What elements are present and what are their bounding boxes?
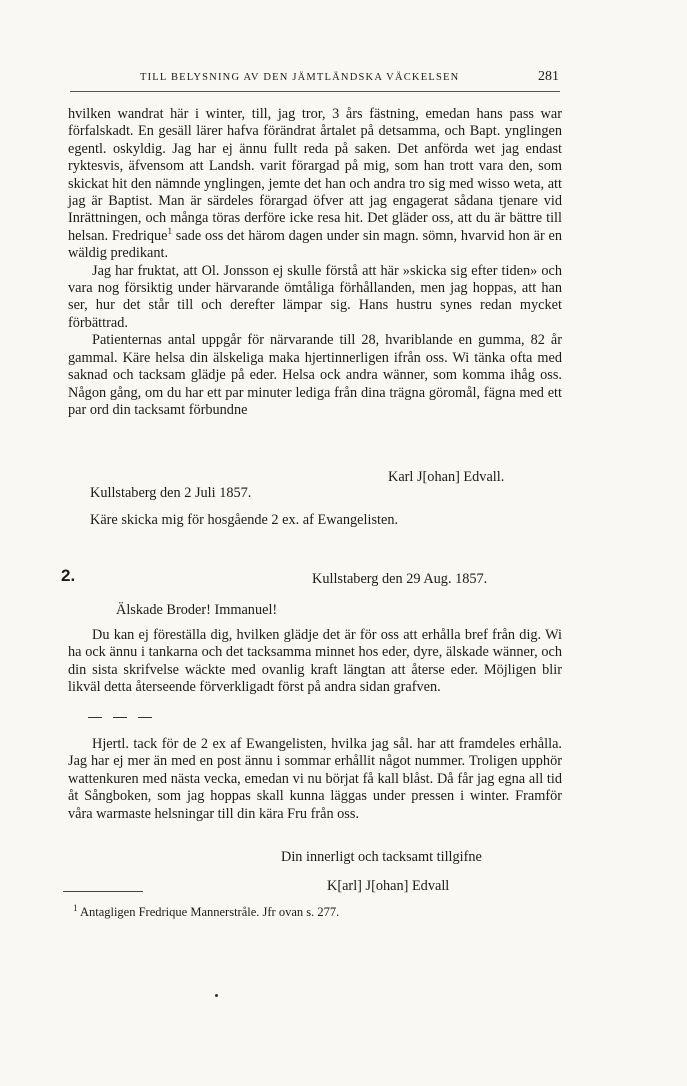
- letter1-body: [68, 106, 562, 419]
- print-speck: [215, 994, 218, 997]
- letter1-paragraph-2: Jag har fruktat, att Ol. Jonsson ej skulle förstå att här »skicka sig efter tiden» och vara nog försiktig under härvarande ömtåliga förhållanden, men jag hoppas, att han ser, hur det står till och derefter lämpar sig. Hans hustru synes redan mycket förbättrad.: [68, 262, 562, 331]
- letter1-signature: Karl J[ohan] Edvall.: [388, 469, 505, 485]
- page-number: 281: [538, 69, 559, 84]
- letter2-number: 2.: [61, 566, 76, 585]
- letter2-paragraph-2: Hjertl. tack för de 2 ex af Ewangelisten, hvilka jag sål. har att framdeles erhålla. Jag har ej mer än med en post ännu i sommar erhållit något nummer. Troligen upphör wattenkuren med nästa vecka, emedan vi nu börjat få kall blåst. Då får jag egna all tid åt Sångboken, som jag hoppas skall kunna läggas under pressen i winter. Framför våra warmaste helsningar till din kära Fru från oss.: [68, 736, 562, 822]
- running-title: TILL BELYSNING AV DEN JÄMTLÄNDSKA VÄCKELSEN: [140, 72, 460, 83]
- letter2-body-1: [68, 627, 562, 697]
- letter1-paragraph-3: Patienternas antal uppgår för närvarande till 28, hvariblande en gumma, 82 år gammal. Käre helsa din älskeliga maka hjertinnerligen ifrån oss. Wi tänka ofta med saknad och tacksam glädje på eder. Helsa ock andra wänner, som komma ihåg oss. Någon gång, om du har ett par minuter lediga från dina trägna göromål, fägna med ett par ord din tacksamt förbundne: [68, 332, 562, 418]
- letter1-paragraph-1: hvilken wandrat här i winter, till, jag tror, 3 års fästning, emedan hans pass war förfalskadt. En gesäll lärer hafva förändrat årtalet på detsamma, och Bapt. ynglingen egentl. oskyldig. Jag har ej ännu fullt reda på saken. Det anförda wet jag endast ryktesvis, äfvensom att Landsh. varit förargad på mig, som han trott vara den, som skickat hit den nämnde ynglingen, jemte det han och andra tro sig med wisso weta, att jag är Baptist. Man är särdeles förargad öfver att jag engagerat sådana tjenare vid Inrättningen, och många töras derföre icke resa hit. Det gläder oss, att du är bättre till helsan. Fredrique$^1$ sade oss det härom dagen under sin magn. sömn, hvarvid hon är en wäldig predikant.: [68, 106, 562, 262]
- letter2-body-2: [68, 736, 562, 823]
- footnote: [73, 902, 340, 920]
- footnote-ref: 1: [167, 226, 172, 237]
- footnote-mark: 1: [73, 902, 78, 913]
- letter2-place-date: Kullstaberg den 29 Aug. 1857.: [312, 571, 488, 587]
- letter2-salutation: Älskade Broder! Immanuel!: [116, 602, 278, 618]
- letter2-signature: K[arl] J[ohan] Edvall: [327, 878, 450, 894]
- letter1-postscript: Käre skicka mig för hosgående 2 ex. af Ewangelisten.: [90, 512, 399, 528]
- footnote-rule: [63, 891, 143, 892]
- letter2-paragraph-1: Du kan ej föreställa dig, hvilken glädje det är för oss att erhålla bref från dig. Wi ha ock ännu i tankarna och det tacksamma minnet hos eder, dyre, älskade wänner, och din sista skrifvelse wäckte med ovanlig kraft längtan att återse eder. Möjligen blir likväl detta återseende förverkligadt först på andra sidan grafven.: [68, 627, 562, 696]
- letter2-closing: Din innerligt och tacksamt tillgifne: [281, 849, 482, 865]
- footnote-text: Antagligen Fredrique Mannerstråle. Jfr ovan s. 277.: [79, 905, 340, 919]
- letter1-place-date: Kullstaberg den 2 Juli 1857.: [90, 485, 252, 501]
- header-rule: [70, 91, 560, 92]
- section-dashes: [88, 717, 152, 718]
